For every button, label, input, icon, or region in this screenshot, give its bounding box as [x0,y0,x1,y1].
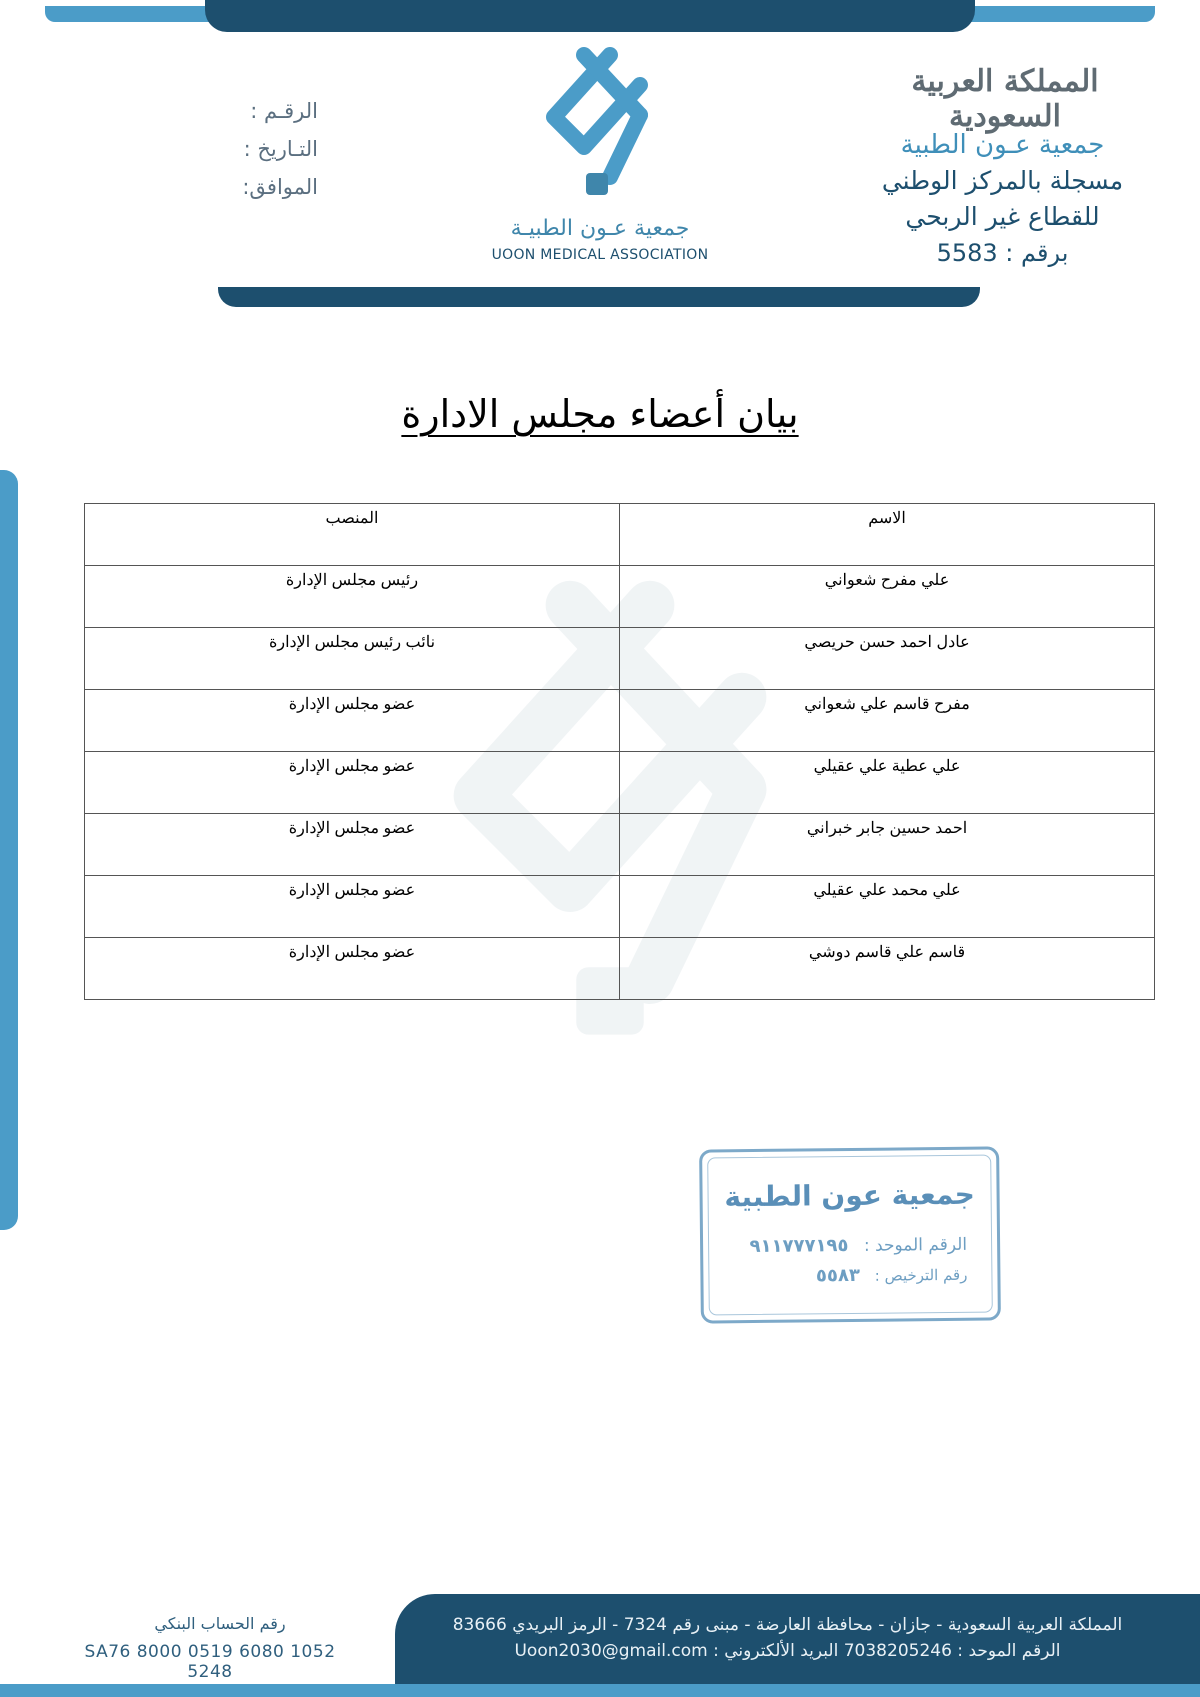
table-row [85,566,1155,628]
organization-info [860,127,1145,271]
ref-date-label: التـاريخ : [243,137,318,161]
member-name: علي عطية علي عقيلي [620,752,1155,814]
member-role: نائب رئيس مجلس الإدارة [85,628,620,690]
member-name: عادل احمد حسن حريصي [620,628,1155,690]
stamp-title: جمعية عون الطبية [724,1177,975,1214]
ref-hijri-label: الموافق: [242,175,318,199]
header-divider [218,287,980,307]
table-row [85,752,1155,814]
column-header-name: الاسم [620,504,1155,566]
table-row [85,814,1155,876]
member-role: عضو مجلس الإدارة [85,752,620,814]
table-row [85,690,1155,752]
org-sector: للقطاع غير الربحي [905,202,1100,231]
member-role: رئيس مجلس الإدارة [85,566,620,628]
org-registration: مسجلة بالمركز الوطني [881,166,1124,195]
official-stamp [699,1146,1001,1323]
board-members-table [84,503,1155,1000]
member-name: مفرح قاسم علي شعواني [620,690,1155,752]
bank-account-number: SA76 8000 0519 6080 1052 5248 [84,1642,336,1682]
footer-address: المملكة العربية السعودية - جازان - محافظة العارضة - مبنى رقم 7324 - الرمز البريدي 83666 [452,1615,1123,1635]
stamp-license-label: رقم الترخيص : [874,1265,968,1285]
org-name: جمعية عـون الطبية [900,130,1105,160]
stamp-unified-number [749,1234,967,1257]
stamp-license-value: ٥٥٨٣ [815,1264,861,1287]
footer-bottom-line [0,1684,1200,1697]
side-accent-bar [0,470,18,1230]
table-row [85,628,1155,690]
member-name: علي محمد علي عقيلي [620,876,1155,938]
member-name: قاسم علي قاسم دوشي [620,938,1155,1000]
member-name: احمد حسين جابر خبراني [620,814,1155,876]
bank-account-label: رقم الحساب البنكي [154,1614,286,1633]
logo-subtitle: UOON MEDICAL ASSOCIATION [491,247,709,263]
header-top-bar [205,0,975,32]
association-logo-icon [522,45,672,205]
page-title: بيان أعضاء مجلس الادارة [401,392,799,436]
table-header-row [85,504,1155,566]
member-name: علي مفرح شعواني [620,566,1155,628]
org-registration-number: برقم : 5583 [936,239,1069,267]
reference-fields [210,92,318,206]
stamp-unified-label: الرقم الموحد : [863,1234,968,1256]
kingdom-name: المملكة العربية السعودية [911,64,1099,134]
column-header-role: المنصب [85,504,620,566]
stamp-license-number [816,1264,968,1287]
member-role: عضو مجلس الإدارة [85,876,620,938]
footer-contact [420,1612,1155,1664]
member-role: عضو مجلس الإدارة [85,690,620,752]
member-role: عضو مجلس الإدارة [85,814,620,876]
logo-title: جمعية عـون الطبيـة [510,216,690,241]
footer-unified-email: الرقم الموحد : 7038205246 البريد الألكتروني : Uoon2030@gmail.com [514,1641,1061,1661]
ref-number-label: الرقـم : [250,99,318,123]
stamp-unified-value: ٩١١٧٧٧١٩٥ [749,1235,849,1258]
member-role: عضو مجلس الإدارة [85,938,620,1000]
table-row [85,876,1155,938]
table-row [85,938,1155,1000]
